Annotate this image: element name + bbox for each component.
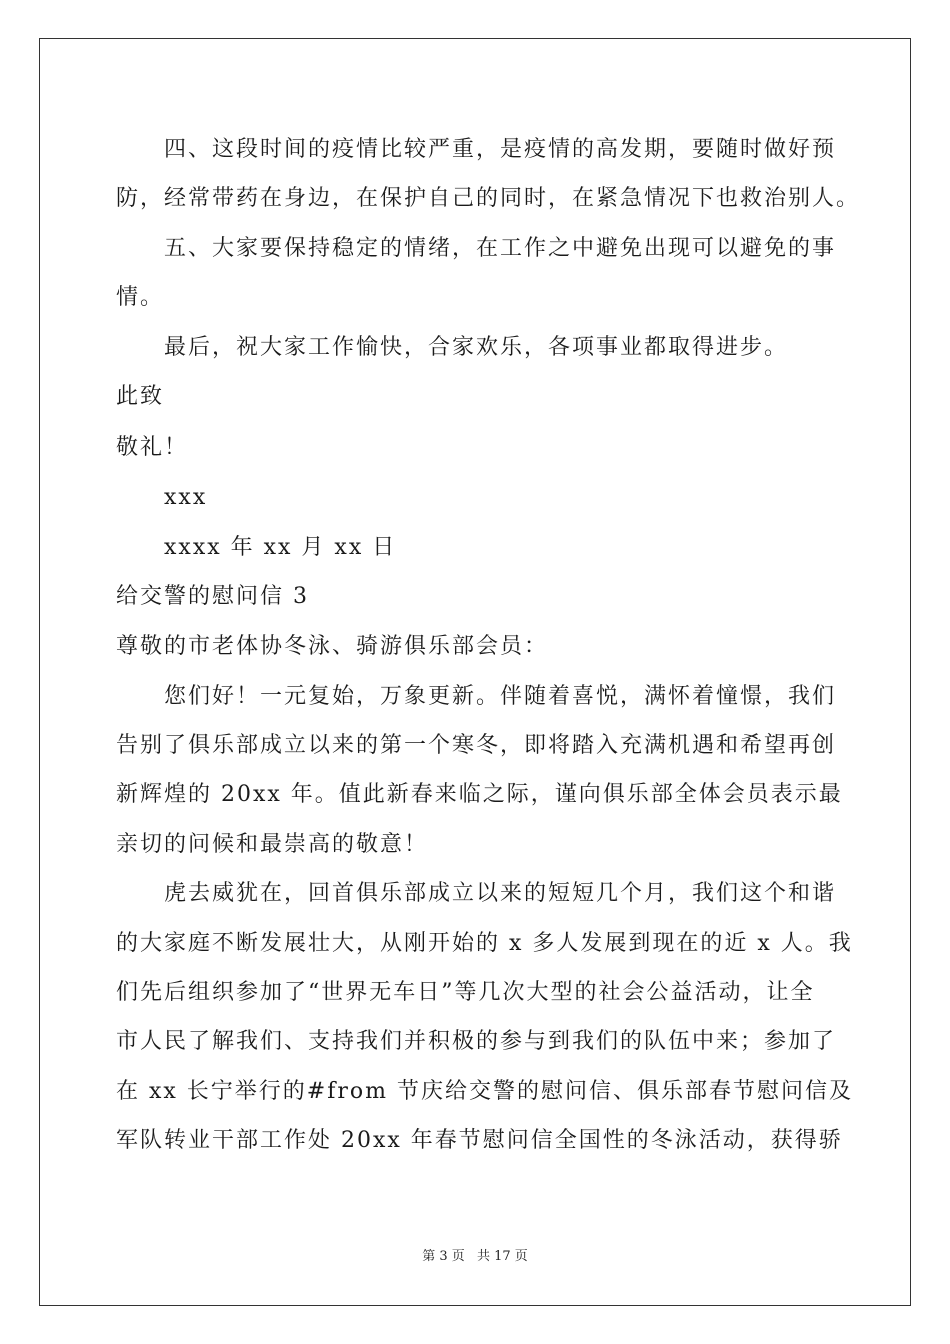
paragraph-line: 虎去威犹在，回首俱乐部成立以来的短短几个月，我们这个和谐: [164, 881, 837, 906]
paragraph-line: 最后，祝大家工作愉快，合家欢乐，各项事业都取得进步。: [164, 335, 789, 360]
paragraph-line: 告别了俱乐部成立以来的第一个寒冬，即将踏入充满机遇和希望再创: [116, 733, 837, 758]
date-line: xxxx 年 xx 月 xx 日: [164, 535, 397, 560]
paragraph-line: 防，经常带药在身边，在保护自己的同时，在紧急情况下也救治别人。: [116, 186, 861, 211]
page-border: [39, 38, 911, 1306]
paragraph-line: 们先后组织参加了“世界无车日”等几次大型的社会公益活动，让全: [116, 980, 815, 1005]
paragraph-line: 情。: [116, 285, 165, 310]
paragraph-line: 市人民了解我们、支持我们并积极的参与到我们的队伍中来；参加了: [116, 1029, 837, 1054]
page-total: 共 17 页: [476, 1249, 528, 1264]
page-number: 第 3 页: [422, 1249, 465, 1264]
paragraph-line: 您们好！一元复始，万象更新。伴随着喜悦，满怀着憧憬，我们: [164, 684, 837, 709]
closing-line: 此致: [116, 384, 165, 409]
signature: xxx: [164, 485, 208, 510]
section-title: 给交警的慰问信 3: [116, 584, 309, 609]
closing-salute: 敬礼！: [116, 435, 189, 460]
paragraph-line: 的大家庭不断发展壮大，从刚开始的 x 多人发展到现在的近 x 人。我: [116, 931, 853, 956]
paragraph-line: 在 xx 长宁举行的#from 节庆给交警的慰问信、俱乐部春节慰问信及: [116, 1079, 853, 1104]
paragraph-line: 新辉煌的 20xx 年。值此新春来临之际，谨向俱乐部全体会员表示最: [116, 782, 843, 807]
paragraph-line: 军队转业干部工作处 20xx 年春节慰问信全国性的冬泳活动，获得骄: [116, 1128, 843, 1153]
paragraph-line: 亲切的问候和最崇高的敬意！: [116, 832, 429, 857]
paragraph-line: 五、大家要保持稳定的情绪，在工作之中避免出现可以避免的事: [164, 236, 837, 261]
paragraph-line: 四、这段时间的疫情比较严重，是疫情的高发期，要随时做好预: [164, 137, 837, 162]
salutation: 尊敬的市老体协冬泳、骑游俱乐部会员：: [116, 634, 549, 659]
page-footer: [0, 1249, 950, 1265]
